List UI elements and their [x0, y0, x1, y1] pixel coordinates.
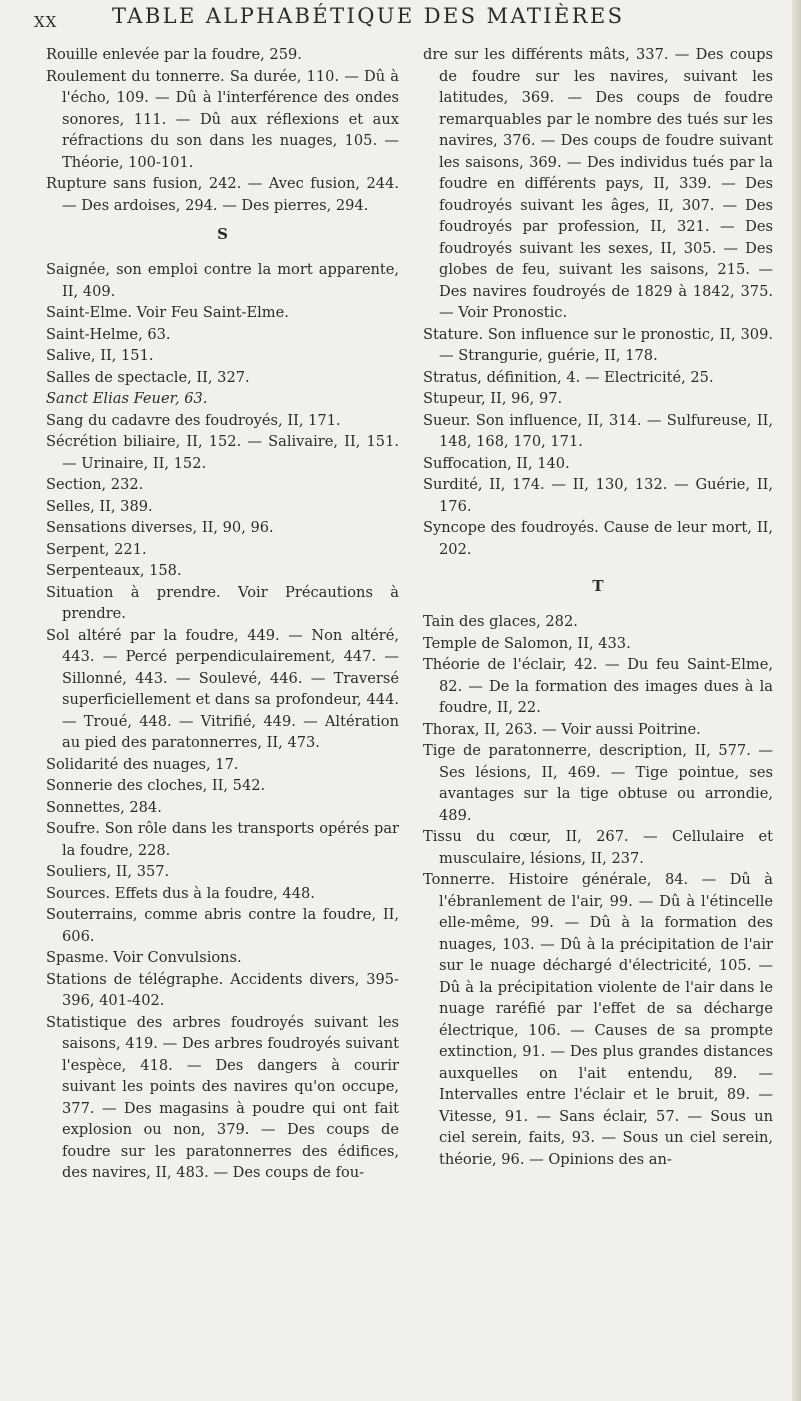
page-header	[34, 4, 754, 34]
index-entry: Théorie de l'éclair, 42. — Du feu Saint-Elme, 82. — De la formation des images dues à la foudre, II, 22.	[423, 656, 773, 716]
index-entry: Soufre. Son rôle dans les transports opérés par la foudre, 228.	[46, 820, 399, 859]
index-entry: Tain des glaces, 282.	[423, 613, 578, 630]
index-entry: Sol altéré par la foudre, 449. — Non altéré, 443. — Percé perpendiculairement, 447. — Sillonné, 443. — Soulevé, 446. — Traversé superficiellement et dans sa profondeur, 444. — Troué, 448. — Vitrifié, 449. — Altération au pied des paratonnerres, II, 473.	[46, 626, 399, 751]
index-entry: Surdité, II, 174. — II, 130, 132. — Guérie, II, 176.	[423, 476, 773, 515]
index-entry: Salive, II, 151.	[46, 347, 154, 364]
index-entry: Salles de spectacle, II, 327.	[46, 368, 250, 386]
section-letter-t: T	[592, 577, 604, 595]
index-entry: Souliers, II, 357.	[46, 863, 170, 880]
page-number: XX	[34, 13, 58, 31]
index-entry: Serpent, 221.	[46, 540, 147, 558]
index-entry: Spasme. Voir Convulsions.	[46, 949, 242, 966]
index-entry: Sonnerie des cloches, II, 542.	[46, 777, 266, 794]
index-entry: Tissu du cœur, II, 267. — Cellulaire et musculaire, lésions, II, 237.	[423, 828, 773, 867]
index-entry: Sanct Elias Feuer, 63.	[46, 390, 208, 407]
index-entry: Section, 232.	[46, 476, 144, 493]
index-entry: Roulement du tonnerre. Sa durée, 110. — Dû à l'écho, 109. — Dû à l'interférence des ondes sonores, 111. — Dû aux réflexions et aux réfractions du son dans les nuages, 105. — Théorie, 100-101.	[46, 67, 399, 171]
index-entry: Stratus, définition, 4. — Electricité, 25.	[423, 368, 714, 386]
index-entry: Sécrétion biliaire, II, 152. — Salivaire, II, 151. — Urinaire, II, 152.	[46, 433, 399, 472]
index-entry: Souterrains, comme abris contre la foudre, II, 606.	[46, 906, 399, 945]
right-column	[423, 44, 773, 1170]
index-entry: Stupeur, II, 96, 97.	[423, 390, 563, 407]
page-edge	[792, 0, 801, 1401]
section-letter-s: S	[217, 225, 228, 243]
index-entry: Stations de télégraphe. Accidents divers, 395-396, 401-402.	[46, 970, 399, 1009]
index-entry: Syncope des foudroyés. Cause de leur mort, II, 202.	[423, 519, 773, 558]
index-entry: Rupture sans fusion, 242. — Avec fusion, 244. — Des ardoises, 294. — Des pierres, 294.	[46, 175, 399, 214]
index-entry: Saint-Elme. Voir Feu Saint-Elme.	[46, 304, 289, 321]
index-entry: Sensations diverses, II, 90, 96.	[46, 519, 274, 536]
index-entry: Thorax, II, 263. — Voir aussi Poitrine.	[423, 720, 701, 738]
index-entry: Serpenteaux, 158.	[46, 562, 182, 579]
index-entry: Saignée, son emploi contre la mort apparente, II, 409.	[46, 261, 399, 300]
index-entry: Situation à prendre. Voir Précautions à prendre.	[46, 583, 399, 622]
index-entry: Temple de Salomon, II, 433.	[423, 634, 631, 652]
index-entry: Statistique des arbres foudroyés suivant les saisons, 419. — Des arbres foudroyés suivant l'espèce, 418. — Des dangers à courir suivant les points des navires qu'on occupe, 377. — Des magasins à poudre qui ont fait explosion ou non, 379. — Des coups de foudre sur les paratonnerres des édifices, des navires, II, 483. — Des coups de fou-	[46, 1013, 399, 1181]
index-entry: Sources. Effets dus à la foudre, 448.	[46, 884, 315, 902]
index-entry: Sonnettes, 284.	[46, 798, 162, 816]
index-entry: Solidarité des nuages, 17.	[46, 755, 239, 773]
index-entry: Sueur. Son influence, II, 314. — Sulfureuse, II, 148, 168, 170, 171.	[423, 411, 773, 450]
left-column	[46, 44, 399, 1184]
index-entry: Sang du cadavre des foudroyés, II, 171.	[46, 411, 341, 429]
index-entry: Tonnerre. Histoire générale, 84. — Dû à l'ébranlement de l'air, 99. — Dû à l'étincelle elle-même, 99. — Dû à la formation des nuages, 103. — Dû à la précipitation de l'air sur le nuage déchargé d'électricité, 105. — Dû à la précipitation violente de l'air dans le nuage raréfié par l'effet de sa décharge électrique, 106. — Causes de sa prompte extinction, 91. — Des plus grandes distances auxquelles on l'ait entendu, 89. — Intervalles entre l'éclair et le bruit, 89. — Vitesse, 91. — Sans éclair, 57. — Sous un ciel serein, faits, 93. — Sous un ciel serein, théorie, 96. — Opinions des an-	[423, 871, 773, 1168]
index-entry: Saint-Helme, 63.	[46, 325, 171, 343]
index-entry: Tige de paratonnerre, description, II, 577. — Ses lésions, II, 469. — Tige pointue, ses avantages sur la tige obtuse ou arrondie, 489.	[423, 742, 773, 824]
index-entry: Suffocation, II, 140.	[423, 454, 570, 472]
index-entry: Stature. Son influence sur le pronostic, II, 309. — Strangurie, guérie, II, 178.	[423, 325, 773, 364]
running-title: TABLE ALPHABÉTIQUE DES MATIÈRES	[112, 4, 625, 28]
index-entry: Rouille enlevée par la foudre, 259.	[46, 46, 302, 63]
index-entry: Selles, II, 389.	[46, 497, 153, 515]
index-entry: dre sur les différents mâts, 337. — Des coups de foudre sur les navires, suivant les latitudes, 369. — Des coups de foudre remarquables par le nombre des tués sur les navires, 376. — Des coups de foudre suivant les saisons, 369. — Des individus tués par la foudre en différents pays, II, 339. — Des foudroyés suivant les âges, II, 307. — Des foudroyés par profession, II, 321. — Des foudroyés suivant les sexes, II, 305. — Des globes de feu, suivant les saisons, 215. — Des navires foudroyés de 1829 à 1842, 375. — Voir Pronostic.	[423, 46, 773, 321]
